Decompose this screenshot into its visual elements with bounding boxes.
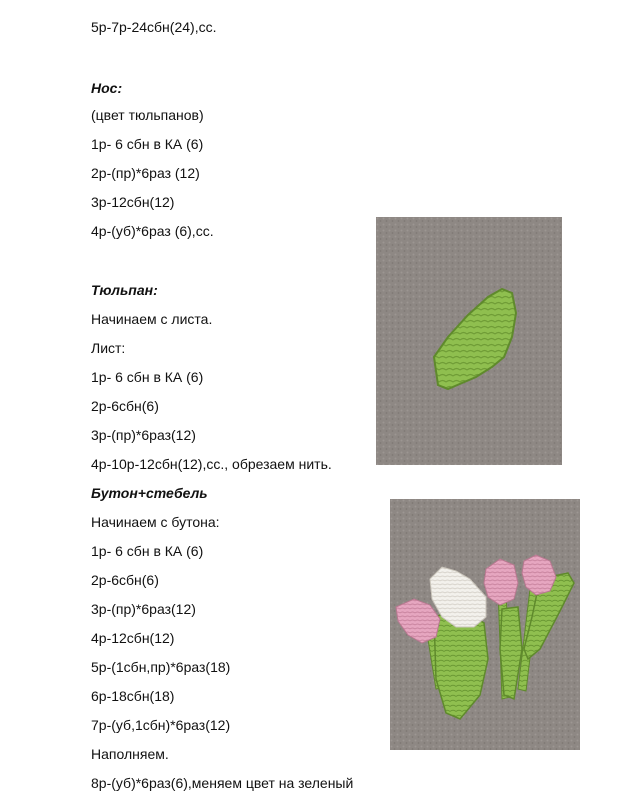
pattern-note: (цвет тюльпанов): [91, 107, 204, 123]
pattern-row: 2р-(пр)*6раз (12): [91, 165, 200, 181]
pattern-row: 1р- 6 сбн в КА (6): [91, 369, 204, 385]
pattern-row: 1р- 6 сбн в КА (6): [91, 543, 204, 559]
pattern-note: Начинаем с листа.: [91, 311, 213, 327]
pattern-row: 5р-(1сбн,пр)*6раз(18): [91, 659, 231, 675]
tulip-bouquet-photo: [390, 499, 580, 750]
leaf-photo: [376, 217, 562, 465]
leaf-photo-image: [376, 217, 562, 465]
pattern-row: 4р-10р-12сбн(12),сс., обрезаем нить.: [91, 456, 332, 472]
pattern-note: Наполняем.: [91, 746, 169, 762]
pattern-row: 2р-6сбн(6): [91, 572, 159, 588]
section-heading-nose: Нос:: [91, 80, 123, 96]
pattern-note: Начинаем с бутона:: [91, 514, 220, 530]
section-heading-tulip: Тюльпан:: [91, 282, 158, 298]
pattern-row: 2р-6сбн(6): [91, 398, 159, 414]
pattern-row: 3р-12сбн(12): [91, 194, 175, 210]
pattern-row: 3р-(пр)*6раз(12): [91, 427, 196, 443]
pattern-row: 8р-(уб)*6раз(6),меняем цвет на зеленый: [91, 775, 354, 791]
pattern-row: 5р-7р-24сбн(24),сс.: [91, 19, 217, 35]
pattern-row: 6р-18сбн(18): [91, 688, 175, 704]
section-heading-bud-stem: Бутон+стебель: [91, 485, 208, 501]
pattern-row: 1р- 6 сбн в КА (6): [91, 136, 204, 152]
tulip-bouquet-image: [390, 499, 580, 750]
pattern-row: 4р-(уб)*6раз (6),сс.: [91, 223, 214, 239]
pattern-subheading-leaf: Лист:: [91, 340, 126, 356]
pattern-row: 7р-(уб,1сбн)*6раз(12): [91, 717, 231, 733]
pattern-row: 4р-12сбн(12): [91, 630, 175, 646]
pattern-row: 3р-(пр)*6раз(12): [91, 601, 196, 617]
